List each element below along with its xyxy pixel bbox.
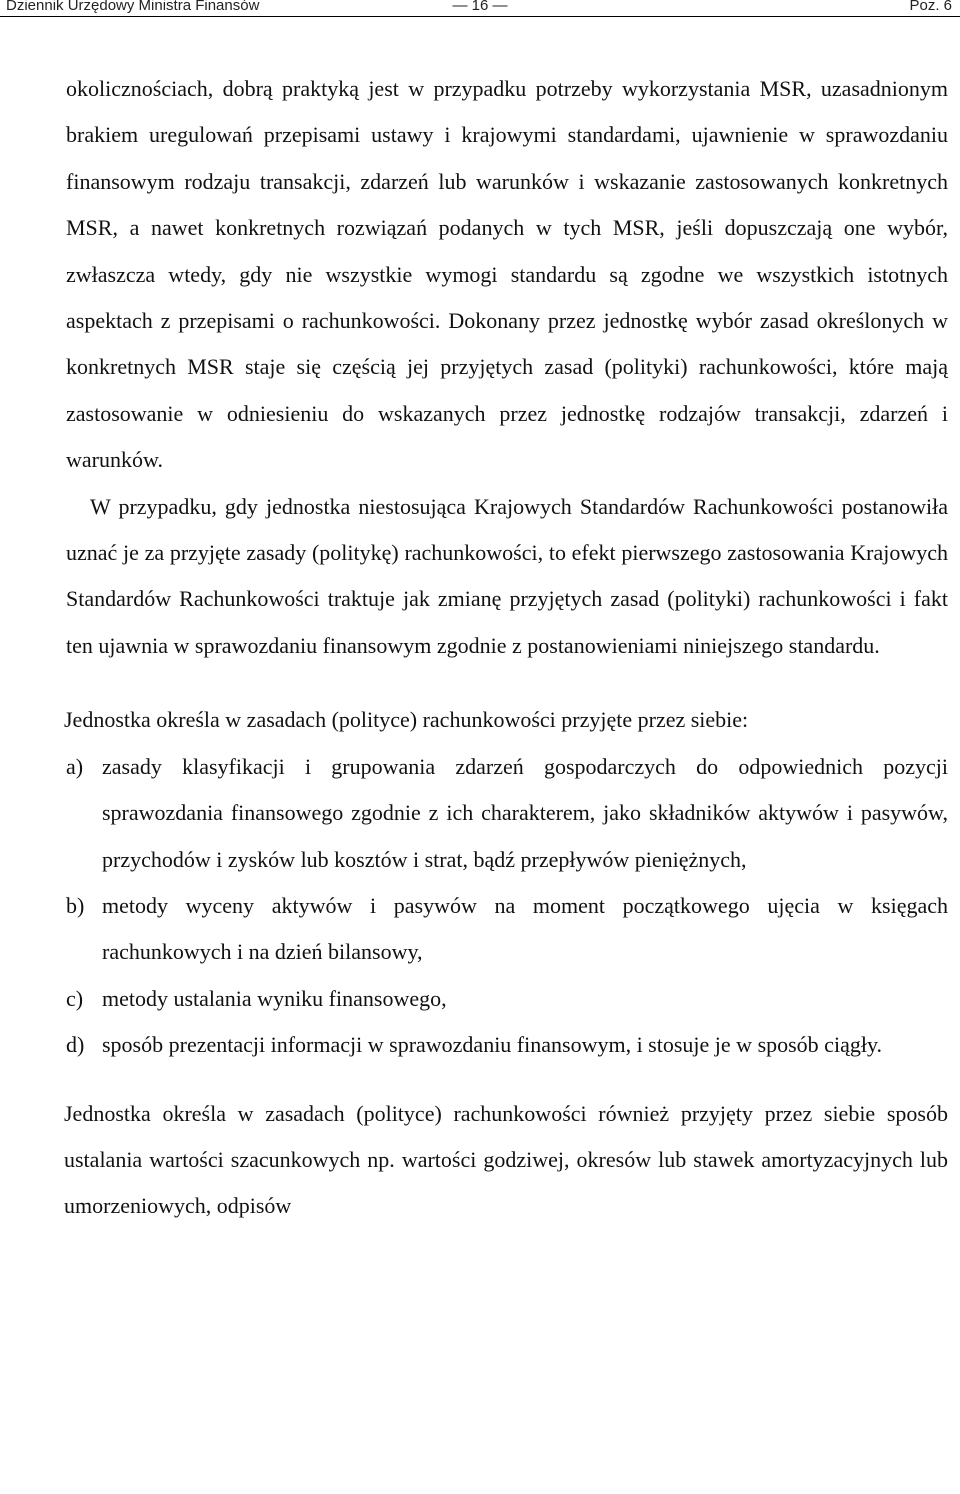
spacer (0, 669, 960, 697)
list-item-text: metody ustalania wyniku finansowego, (102, 985, 447, 1011)
section-3-3-intro (0, 697, 960, 743)
spacer (0, 1069, 960, 1091)
policy-list (0, 744, 960, 1069)
list-item-b (0, 883, 960, 976)
position-number: Poz. 6 (909, 0, 952, 14)
list-item-text: sposób prezentacji informacji w sprawozdaniu finansowym, i stosuje je w sposób ciągły. (102, 1032, 883, 1058)
list-item-text: metody wyceny aktywów i pasywów na moment początkowego ujęcia w księgach rachunkowych i na dzień bilansowy, (102, 892, 948, 965)
list-marker: d) (66, 1032, 85, 1058)
list-item-d (0, 1022, 960, 1068)
list-item-c (0, 976, 960, 1022)
list-item-text: zasady klasyfikacji i grupowania zdarzeń gospodarczych do odpowiednich pozycji sprawozdania finansowego zgodnie z ich charakterem, jako składników aktywów i pasywów, przychodów i zysków lub kosztów i strat, bądź przepływów pieniężnych, (102, 753, 948, 872)
section-number (8, 1091, 64, 1137)
list-marker: c) (66, 985, 84, 1011)
list-marker: a) (66, 753, 84, 779)
section-number (8, 697, 64, 743)
section-3-2-8 (0, 484, 960, 670)
page-number: — 16 — (452, 0, 508, 14)
list-item-a (0, 744, 960, 883)
section-3-4 (0, 1091, 960, 1230)
publication-title: Dziennik Urzędowy Ministra Finansów (6, 0, 260, 14)
continued-paragraph: okolicznościach, dobrą praktyką jest w przypadku potrzeby wykorzystania MSR, uzasadnionym brakiem uregulowań przepisami ustawy i krajowymi standardami, ujawnienie w sprawozdaniu finansowym rodzaju transakcji, zdarzeń lub warunków i wskazanie zastosowanych konkretnych MSR, a nawet konkretnych rozwiązań podanych w tych MSR, jeśli dopuszczają one wybór, zwłaszcza wtedy, gdy nie wszystkie wymogi standardu są zgodne we wszystkich istotnych aspektach z przepisami o rachunkowości. Dokonany przez jednostkę wybór zasad określonych w konkretnych MSR staje się częścią jej przyjętych zasad (polityki) rachunkowości, które mają zastosowanie w odniesieniu do wskazanych przez jednostkę rodzajów transakcji, zdarzeń i warunków. (66, 76, 948, 473)
page-header (0, 0, 960, 17)
list-marker: b) (66, 892, 85, 918)
section-text: Jednostka określa w zasadach (polityce) rachunkowości również przyjęty przez siebie sposób ustalania wartości szacunkowych np. wartości godziwej, okresów lub stawek amortyzacyjnych lub umorzeniowych, odpisów (64, 1100, 948, 1219)
section-number (8, 484, 90, 530)
document-body (0, 66, 960, 1230)
section-text: W przypadku, gdy jednostka niestosująca Krajowych Standardów Rachunkowości postanowiła uznać je za przyjęte zasady (politykę) rachunkowości, to efekt pierwszego zastosowania Krajowych Standardów Rachunkowości traktuje jak zmianę przyjętych zasad (polityki) rachunkowości i fakt ten ujawnia w sprawozdaniu finansowym zgodnie z postanowieniami niniejszego standardu. (66, 493, 948, 658)
section-text: Jednostka określa w zasadach (polityce) rachunkowości przyjęte przez siebie: (64, 707, 749, 733)
